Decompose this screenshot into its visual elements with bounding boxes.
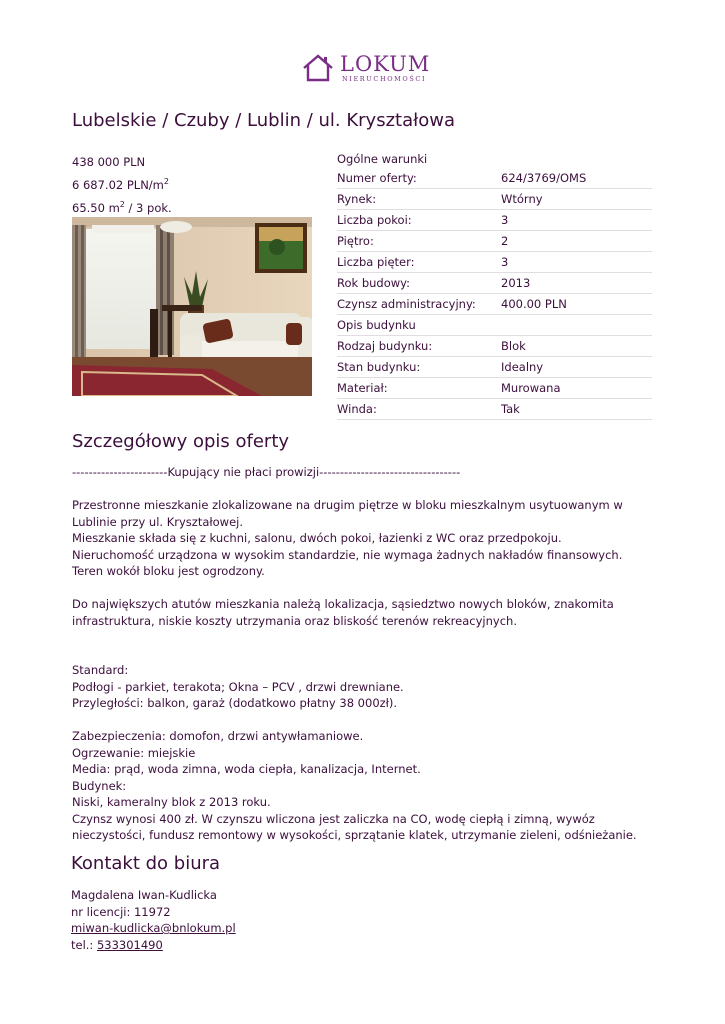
agent-name: Magdalena Iwan-Kudlicka <box>71 888 217 902</box>
param-key: Liczba pięter: <box>337 255 415 269</box>
param-key: Materiał: <box>337 381 388 395</box>
param-value: 400.00 PLN <box>501 297 567 311</box>
params-row <box>337 210 652 231</box>
params-row <box>337 294 652 315</box>
description-line: Mieszkanie składa się z kuchni, salonu, dwóch pokoi, łazienki z WC oraz przedpokoju. <box>72 531 562 545</box>
params-row <box>337 315 652 336</box>
logo-brand-text: LOKUM <box>340 52 431 76</box>
description-body <box>72 464 652 844</box>
description-line: Przestronne mieszkanie zlokalizowane na drugim piętrze w bloku mieszkalnym usytuowanym w Lublinie przy ul. Kryształowej. <box>72 498 627 529</box>
params-row <box>337 231 652 252</box>
description-line: Przyległości: balkon, garaż (dodatkowo płatny 38 000zł). <box>72 696 398 710</box>
description-line: Standard: <box>72 663 129 677</box>
param-value: 624/3769/OMS <box>501 171 587 185</box>
price-per-m2: 6 687.02 PLN/$m^2$ <box>72 177 169 192</box>
description-line: Do największych atutów mieszkania należą lokalizacja, sąsiedztwo nowych bloków, znakomita infrastruktura, niskie koszty utrzymania oraz bliskość terenów rekreacyjnych. <box>72 597 618 628</box>
contact-heading: Kontakt do biura <box>71 853 221 874</box>
param-key: Winda: <box>337 402 377 416</box>
param-key: Liczba pokoi: <box>337 213 412 227</box>
description-line: Nieruchomość urządzona w wysokim standardzie, nie wymaga żadnych nakładów finansowych. <box>72 547 623 562</box>
param-key: Opis budynku <box>337 318 416 332</box>
param-key: Rynek: <box>337 192 377 206</box>
params-row <box>337 378 652 399</box>
price-block <box>72 152 172 218</box>
description-line <box>72 629 652 646</box>
params-row <box>337 399 652 420</box>
description-line <box>72 481 652 498</box>
description-line: Media: prąd, woda zimna, woda ciepła, kanalizacja, Internet. <box>72 762 421 776</box>
description-line: Ogrzewanie: miejskie <box>72 745 196 760</box>
living-room-photo <box>72 217 312 396</box>
param-value: 3 <box>501 255 509 269</box>
param-value: Murowana <box>501 381 561 395</box>
params-row <box>337 252 652 273</box>
agent-phone-link[interactable]: 533301490 <box>96 937 163 952</box>
logo-subtitle: NIERUCHOMOŚCI <box>342 75 427 83</box>
description-line: Teren wokół bloku jest ogrodzony. <box>72 564 265 578</box>
area-rooms: 65.50 $m^2 / 3$ pok. <box>72 199 172 215</box>
param-key: Piętro: <box>337 234 374 248</box>
description-line <box>72 580 652 597</box>
params-row <box>337 273 652 294</box>
description-line: Niski, kameralny blok z 2013 roku. <box>72 795 271 809</box>
param-key: Numer oferty: <box>337 171 417 185</box>
param-value: Idealny <box>501 360 544 374</box>
param-value: 3 <box>501 213 509 227</box>
description-line: Budynek: <box>72 778 127 793</box>
param-key: Rok budowy: <box>337 276 410 290</box>
param-value: Tak <box>501 402 520 416</box>
description-line: Podłogi - parkiet, terakota; Okna – PCV , drzwi drewniane. <box>72 679 404 694</box>
param-key: Stan budynku: <box>337 360 421 374</box>
contact-block <box>71 887 236 953</box>
listing-title: Lubelskie / Czuby / Lublin / ul. Kryształowa <box>72 110 455 131</box>
param-value: 2 <box>501 234 509 248</box>
agent-email-link[interactable]: miwan-kudlicka@bnlokum.pl <box>71 921 236 935</box>
description-line: Zabezpieczenia: domofon, drzwi antywłamaniowe. <box>72 729 364 743</box>
description-line <box>72 712 652 729</box>
param-value: Wtórny <box>501 192 543 206</box>
description-line: Czynsz wynosi 400 zł. W czynszu wliczona jest zaliczka na CO, wodę ciepłą i zimną, wywóz nieczystości, fundusz remontowy w wysokości, sprzątanie klatek, utrzymanie zieleni, odśnieżanie. <box>72 811 637 842</box>
param-key: Rodzaj budynku: <box>337 339 433 353</box>
description-heading: Szczegółowy opis oferty <box>72 431 290 452</box>
params-row <box>337 357 652 378</box>
param-value: 2013 <box>501 276 531 290</box>
price-total: 438 000 PLN <box>72 155 146 169</box>
param-key: Czynsz administracyjny: <box>337 297 476 311</box>
params-row <box>337 336 652 357</box>
param-value: Blok <box>501 339 526 353</box>
agent-phone-row <box>71 937 236 954</box>
params-table <box>337 168 652 420</box>
description-line <box>72 646 652 663</box>
params-heading: Ogólne warunki <box>337 152 428 166</box>
house-icon <box>302 54 334 82</box>
params-row <box>337 189 652 210</box>
description-line: -----------------------Kupujący nie płaci prowizji---------------------------------- <box>72 465 461 479</box>
company-logo <box>302 52 432 86</box>
agent-license: nr licencji: 11972 <box>71 904 171 919</box>
params-row <box>337 168 652 189</box>
phone-label: tel.: <box>71 937 97 952</box>
